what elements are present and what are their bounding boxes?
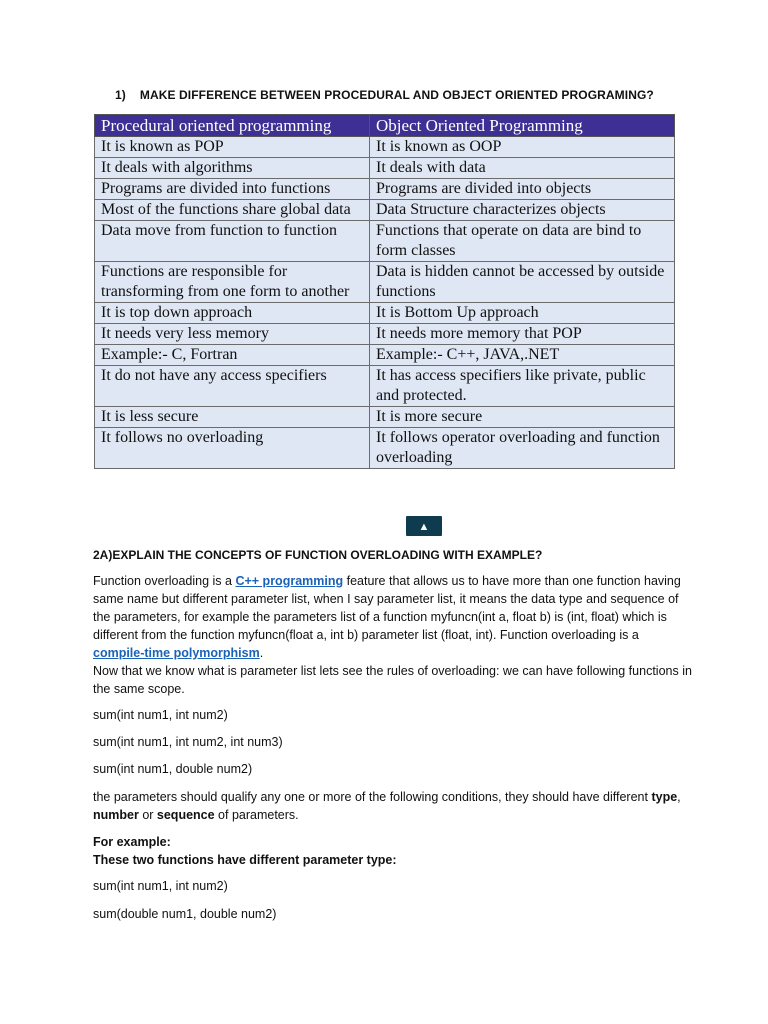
code-example: sum(int num1, int num2) [93,708,228,722]
table-cell: It deals with data [370,158,675,179]
table-row [95,324,675,345]
question-1-heading [115,88,654,102]
table-cell: It is less secure [95,407,370,428]
table-cell: Data Structure characterizes objects [370,200,675,221]
table-cell: It follows no overloading [95,428,370,469]
table-row [95,158,675,179]
table-row [95,345,675,366]
table-row [95,221,675,262]
comparison-table [94,114,675,469]
table-cell: It follows operator overloading and function overloading [370,428,675,469]
table-row [95,428,675,469]
compile-time-polymorphism-link[interactable]: compile-time polymorphism [93,646,260,660]
example-label: For example: [93,835,171,849]
table-cell: It needs very less memory [95,324,370,345]
table-cell: It is known as OOP [370,137,675,158]
paragraph-text: feature that allows us to have more than one function having same name but different parameter list, when I say parameter list, it means the data type and sequence of the parameters, for example the parameters list of a function myfuncn(int a, float b) is (int, float) which is different from the function myfuncn(float a, int b) parameter list (float, int). Function overloading is a [93,574,681,642]
table-row [95,262,675,303]
paragraph-text: the parameters should qualify any one or more of the following conditions, they should have different [93,790,652,804]
table-cell: It needs more memory that POP [370,324,675,345]
cpp-programming-link[interactable]: C++ programming [235,574,344,588]
question-1-number: 1) [115,88,126,102]
table-cell: Programs are divided into functions [95,179,370,200]
table-row [95,407,675,428]
code-example: sum(int num1, int num2, int num3) [93,735,283,749]
conditions-paragraph [93,788,693,824]
code-example: sum(double num1, double num2) [93,907,277,921]
header-oop: Object Oriented Programming [370,115,675,137]
table-cell: Data is hidden cannot be accessed by outside functions [370,262,675,303]
table-cell: It is known as POP [95,137,370,158]
table-cell: It has access specifiers like private, public and protected. [370,366,675,407]
example-subheading: These two functions have different parameter type: [93,853,397,867]
bold-term: sequence [156,808,215,822]
table-header-row [95,115,675,137]
code-example: sum(int num1, int num2) [93,879,228,893]
bold-term: type [651,790,678,804]
table-cell: It is more secure [370,407,675,428]
table-cell: Example:- C++, JAVA,.NET [370,345,675,366]
table-cell: It is top down approach [95,303,370,324]
table-row [95,200,675,221]
table-cell: Most of the functions share global data [95,200,370,221]
scroll-up-button[interactable] [406,516,442,536]
table-row [95,366,675,407]
table-row [95,179,675,200]
example-heading [93,833,693,869]
paragraph-text: , [677,790,681,804]
table-cell: It is Bottom Up approach [370,303,675,324]
table-cell: Functions are responsible for transforming from one form to another [95,262,370,303]
question-2-heading: 2A)EXPLAIN THE CONCEPTS OF FUNCTION OVERLOADING WITH EXAMPLE? [93,548,543,562]
table-cell: Functions that operate on data are bind to form classes [370,221,675,262]
question-1-text: MAKE DIFFERENCE BETWEEN PROCEDURAL AND OBJECT ORIENTED PROGRAMING? [139,88,654,102]
table-cell: Data move from function to function [95,221,370,262]
paragraph-text: . [259,646,264,660]
paragraph-text: of parameters. [214,808,299,822]
table-row [95,303,675,324]
paragraph-text: Now that we know what is parameter list lets see the rules of overloading: we can have following functions in the same scope. [93,664,692,696]
table-cell: It do not have any access specifiers [95,366,370,407]
header-procedural: Procedural oriented programming [95,115,370,137]
table-cell: Example:- C, Fortran [95,345,370,366]
intro-paragraph [93,572,693,698]
table-cell: It deals with algorithms [95,158,370,179]
code-example: sum(int num1, double num2) [93,762,253,776]
table-row [95,137,675,158]
bold-term: number [93,808,139,822]
paragraph-text: Function overloading is a [93,574,236,588]
table-cell: Programs are divided into objects [370,179,675,200]
caret-up-icon: ▲ [418,521,430,533]
paragraph-text: or [138,808,157,822]
